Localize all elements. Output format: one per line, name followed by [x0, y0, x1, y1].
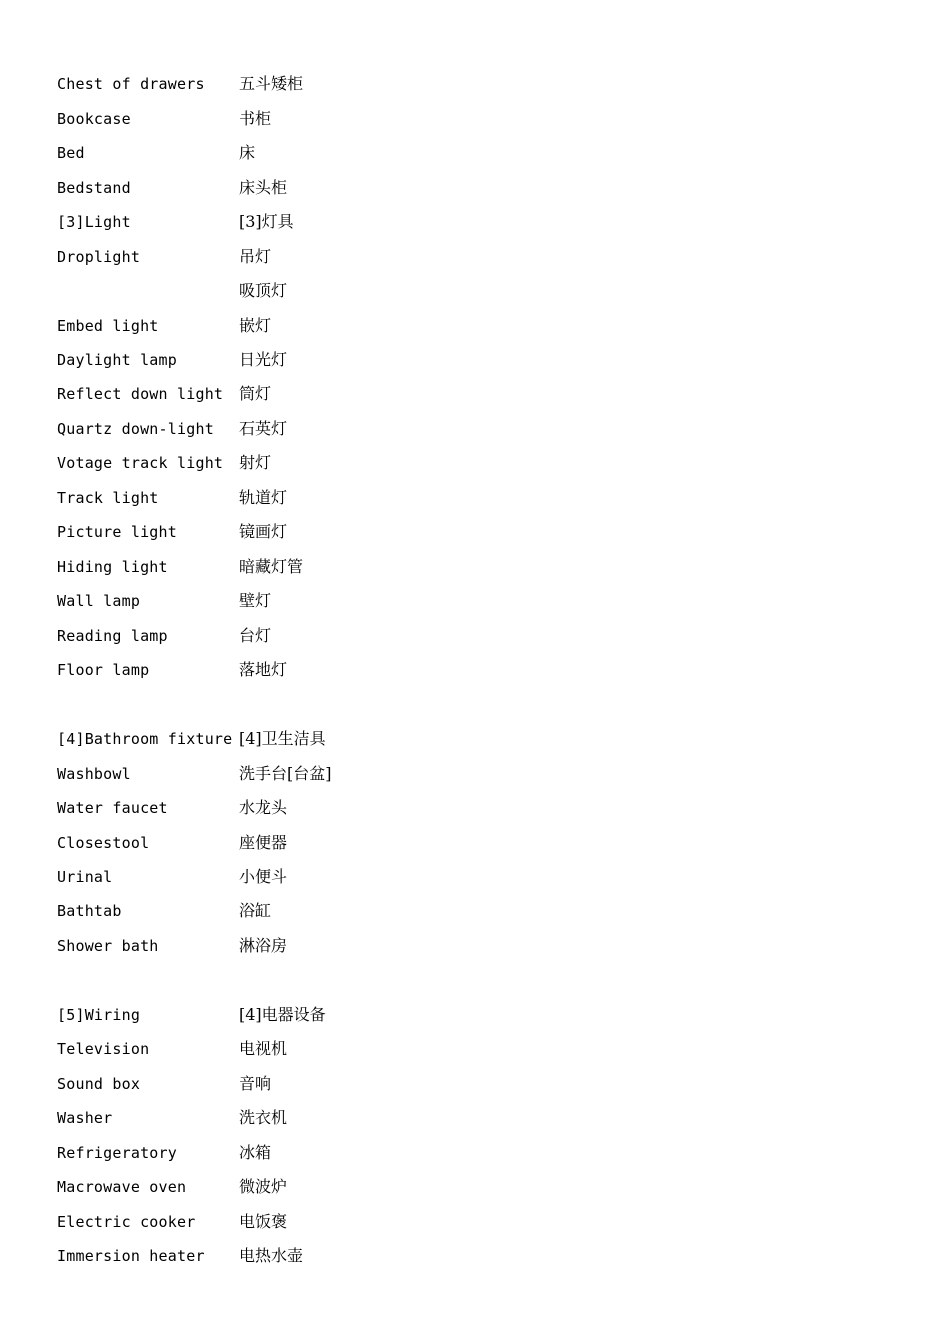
- english-term: Urinal: [57, 868, 113, 887]
- chinese-term: 镜画灯: [239, 522, 288, 542]
- english-term: Votage track light: [57, 454, 224, 473]
- glossary-row: [57, 515, 477, 549]
- english-term: Floor lamp: [57, 661, 150, 680]
- english-term: Electric cooker: [57, 1212, 196, 1231]
- english-term: [5]Wiring: [57, 1005, 141, 1024]
- chinese-term: 浴缸: [239, 901, 272, 921]
- glossary-row: [57, 481, 477, 515]
- glossary-row: [57, 136, 477, 170]
- english-term: Washer: [57, 1109, 113, 1128]
- glossary-row: [57, 67, 477, 101]
- chinese-term: 音响: [239, 1073, 272, 1093]
- chinese-term: 床: [239, 143, 256, 163]
- english-term: Sound box: [57, 1074, 141, 1093]
- english-term: Daylight lamp: [57, 350, 177, 369]
- glossary-row: [57, 308, 477, 342]
- glossary-row: [57, 274, 477, 308]
- glossary-row: [57, 722, 477, 756]
- english-term: Droplight: [57, 247, 141, 266]
- chinese-term: [4]卫生洁具: [239, 729, 326, 749]
- chinese-term: 暗藏灯管: [239, 556, 304, 576]
- glossary-row: [57, 550, 477, 584]
- chinese-term: 嵌灯: [239, 315, 272, 335]
- english-term: Refrigeratory: [57, 1143, 177, 1162]
- chinese-term: [3]灯具: [239, 212, 294, 232]
- english-term: Reading lamp: [57, 626, 168, 645]
- english-term: Shower bath: [57, 936, 159, 955]
- chinese-term: 石英灯: [239, 418, 288, 438]
- chinese-term: 淋浴房: [239, 935, 288, 955]
- english-term: [3]Light: [57, 213, 131, 232]
- english-term: Water faucet: [57, 799, 168, 818]
- glossary-row: [57, 446, 477, 480]
- glossary-row: [57, 687, 477, 721]
- chinese-term: 轨道灯: [239, 487, 288, 507]
- chinese-term: 射灯: [239, 453, 272, 473]
- glossary-row: [57, 239, 477, 273]
- chinese-term: 吊灯: [239, 246, 272, 266]
- glossary-row: [57, 791, 477, 825]
- glossary-row: [57, 963, 477, 997]
- glossary-row: [57, 929, 477, 963]
- english-term: Wall lamp: [57, 592, 141, 611]
- chinese-term: 电饭褒: [239, 1211, 288, 1231]
- english-term: Track light: [57, 488, 159, 507]
- glossary-row: [57, 825, 477, 859]
- chinese-term: 五斗矮柜: [239, 74, 304, 94]
- glossary-row: [57, 1032, 477, 1066]
- english-term: Macrowave oven: [57, 1178, 187, 1197]
- chinese-term: 冰箱: [239, 1142, 272, 1162]
- chinese-term: 书柜: [239, 108, 272, 128]
- chinese-term: 电视机: [239, 1039, 288, 1059]
- glossary-row: [57, 1101, 477, 1135]
- english-term: Washbowl: [57, 764, 131, 783]
- glossary-row: [57, 998, 477, 1032]
- english-term: Immersion heater: [57, 1247, 205, 1266]
- english-term: Closestool: [57, 833, 150, 852]
- english-term: Bed: [57, 144, 85, 163]
- english-term: Bathtab: [57, 902, 122, 921]
- english-term: [4]Bathroom fixture: [57, 730, 233, 749]
- english-term: Reflect down light: [57, 385, 224, 404]
- glossary-row: [57, 205, 477, 239]
- english-term: Hiding light: [57, 557, 168, 576]
- chinese-term: 洗衣机: [239, 1108, 288, 1128]
- english-term: Picture light: [57, 523, 177, 542]
- glossary-row: [57, 1136, 477, 1170]
- glossary-row: [57, 1239, 477, 1273]
- chinese-term: 水龙头: [239, 798, 288, 818]
- glossary-row: [57, 101, 477, 135]
- glossary-row: [57, 412, 477, 446]
- glossary-row: [57, 653, 477, 687]
- english-term: Chest of drawers: [57, 75, 205, 94]
- glossary-row: [57, 1170, 477, 1204]
- english-term: Quartz down-light: [57, 419, 214, 438]
- glossary-row: [57, 170, 477, 204]
- english-term: Bookcase: [57, 109, 131, 128]
- chinese-term: 台灯: [239, 625, 272, 645]
- glossary-row: [57, 619, 477, 653]
- chinese-term: 电热水壶: [239, 1246, 304, 1266]
- chinese-term: 小便斗: [239, 867, 288, 887]
- chinese-term: [4]电器设备: [239, 1004, 326, 1024]
- chinese-term: 微波炉: [239, 1177, 288, 1197]
- glossary-list: [57, 67, 477, 1273]
- glossary-row: [57, 894, 477, 928]
- english-term: Embed light: [57, 316, 159, 335]
- chinese-term: 吸顶灯: [239, 281, 288, 301]
- glossary-row: [57, 1067, 477, 1101]
- glossary-row: [57, 1204, 477, 1238]
- glossary-row: [57, 756, 477, 790]
- chinese-term: 座便器: [239, 832, 288, 852]
- glossary-row: [57, 343, 477, 377]
- glossary-row: [57, 584, 477, 618]
- chinese-term: 洗手台[台盆]: [239, 763, 332, 783]
- chinese-term: 落地灯: [239, 660, 288, 680]
- chinese-term: 壁灯: [239, 591, 272, 611]
- glossary-row: [57, 860, 477, 894]
- english-term: Bedstand: [57, 178, 131, 197]
- chinese-term: 日光灯: [239, 349, 288, 369]
- chinese-term: 床头柜: [239, 177, 288, 197]
- glossary-row: [57, 377, 477, 411]
- chinese-term: 筒灯: [239, 384, 272, 404]
- english-term: Television: [57, 1040, 150, 1059]
